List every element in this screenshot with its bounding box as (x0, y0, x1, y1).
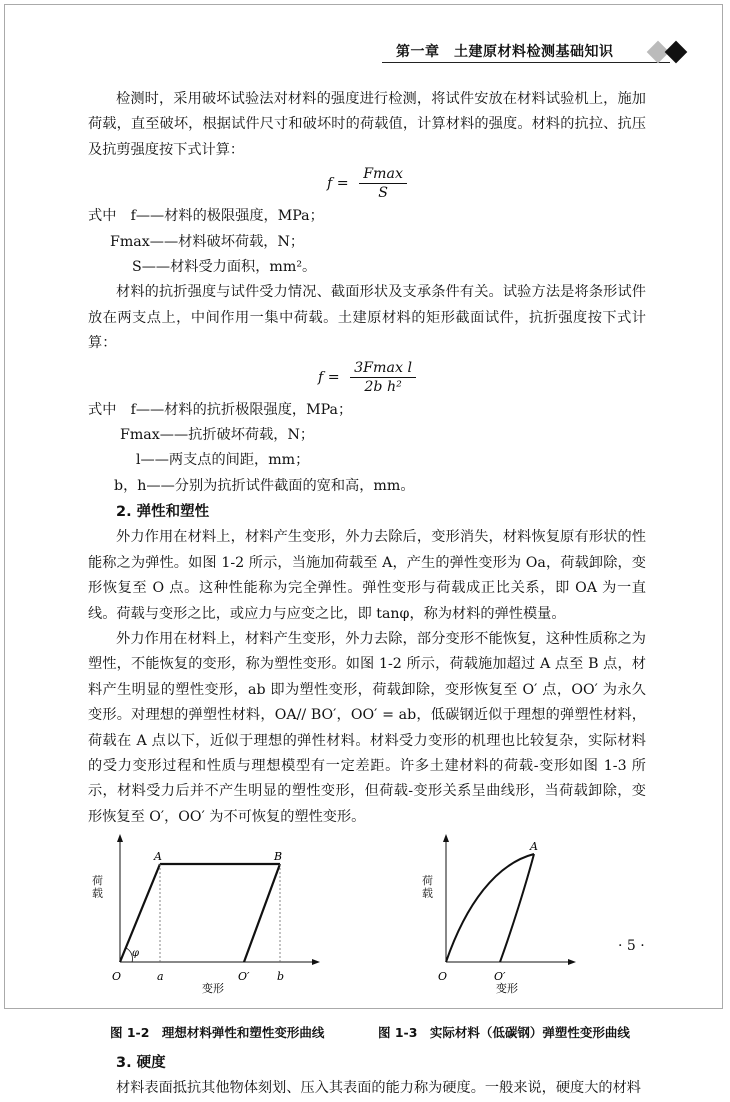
paragraph-elasticity: 外力作用在材料上，材料产生变形，外力去除后，变形消失，材料恢复原有形状的性能称之为弹性。如图 1-2 所示，当施加荷载至 A，产生的弹性变形为 Oa，荷载卸除，变形恢复至 O 点。这种性能称为完全弹性。弹性变形与荷载成正比关系，即 OA 为一直线。荷载与变形之比，或应力与应变之比，即 tanφ，称为材料的弹性模量。 (88, 529, 646, 622)
formula-denominator: S (378, 185, 388, 202)
x-axis-label: 变形 (496, 982, 518, 996)
formula-lhs: f = (327, 175, 349, 192)
x-axis-label: 变形 (202, 982, 224, 996)
figure-1-2-plot (110, 834, 320, 974)
label-O: O (112, 970, 122, 984)
unloading-curve (500, 854, 534, 962)
loading-curve (446, 854, 534, 962)
paragraph-flexural-strength: 材料的抗折强度与试件受力情况、截面形状及支承条件有关。试验方法是将条形试件放在两支点上，中间作用一集中荷载。土建原材料的矩形截面试件，抗折强度按下式计算： (88, 284, 646, 352)
figure-1-2 (92, 834, 320, 996)
label-O-prime: O′ (494, 970, 506, 984)
figures-row (88, 834, 646, 1020)
figure-1-3-axis-labels (436, 970, 576, 1010)
paragraph-strength-test: 检测时，采用破坏试验法对材料的强度进行检测，将试件安放在材料试验机上，施加荷载，直至破坏，根据试件尺寸和破坏时的荷载值，计算材料的强度。材料的抗拉、抗压及抗剪强度按下式计算： (88, 91, 646, 158)
figure-1-3 (422, 834, 576, 996)
page-number: · 5 · (618, 938, 645, 954)
formula-strength (88, 165, 646, 202)
header-rule (382, 62, 670, 63)
definition-line: 式中 f——材料的抗折极限强度，MPa； (88, 401, 353, 418)
diamond-icon (665, 41, 688, 64)
formula-numerator: Fmax (359, 165, 407, 184)
figure-1-2-caption: 图 1-2 理想材料弹性和塑性变形曲线 (110, 1025, 325, 1041)
running-header (382, 40, 698, 64)
definition-line: Fmax——材料破坏荷载，N； (110, 233, 305, 250)
figure-1-3-plot (436, 834, 576, 974)
label-A: A (154, 850, 162, 864)
y-axis-label: 荷载 (422, 874, 433, 901)
chapter-title: 第一章 土建原材料检测基础知识 (396, 44, 614, 60)
label-b: b (277, 970, 285, 984)
definition-line: l——两支点的间距，mm； (136, 452, 310, 469)
formula-denominator: 2b h² (364, 378, 402, 395)
definition-line: 式中 f——材料的极限强度，MPa； (88, 208, 324, 225)
formula-numerator: 3Fmax l (350, 359, 416, 378)
label-O: O (438, 970, 448, 984)
figure-1-3-caption: 图 1-3 实际材料（低碳钢）弹塑性变形曲线 (378, 1025, 630, 1041)
page-body (88, 87, 646, 1102)
paragraph-plasticity: 外力作用在材料上，材料产生变形，外力去除，部分变形不能恢复，这种性质称之为塑性，不能恢复的变形，称为塑性变形。如图 1-2 所示，荷载施加超过 A 点至 B 点，材料产生明显的塑性变形，ab 即为塑性变形，荷载卸除，变形恢复至 O′ 点，OO′ 为永久变形。对理想的弹塑性材料，OA// BO′，OO′ = ab，低碳钢近似于理想的弹塑性材料，荷载在 A 点以下，近似于理想的弹性材料。材料受力变形的机理也比较复杂，实际材料的受力变形过程和性质与理想模型有一定差距。许多土建材料的荷载-变形如图 1-3 所示，材料受力后并不产生明显的塑性变形，但荷载-变形关系呈曲线形，当荷载卸除，变形恢复至 O′，OO′ 为不可恢复的塑性变形。 (88, 630, 646, 825)
label-B: B (274, 850, 283, 864)
definitions-strength (88, 204, 646, 280)
section-heading-hardness: 3. 硬度 (116, 1055, 166, 1072)
label-A: A (530, 840, 538, 854)
formula-flexural (88, 359, 646, 396)
figure-1-2-axis-labels (110, 970, 320, 1010)
elastic-line (120, 864, 160, 962)
label-phi: φ (132, 948, 140, 960)
captions-row (88, 1020, 646, 1044)
y-axis-label: 荷载 (92, 874, 103, 901)
definition-line: b，h——分别为抗折试件截面的宽和高，mm。 (114, 477, 415, 494)
label-O-prime: O′ (238, 970, 250, 984)
label-a: a (157, 970, 164, 984)
unload-line (244, 864, 280, 962)
formula-lhs: f = (317, 369, 340, 386)
definitions-flexural (88, 398, 646, 500)
section-heading-elasticity: 2. 弹性和塑性 (116, 504, 210, 521)
definition-line: S——材料受力面积，mm²。 (132, 259, 317, 276)
definition-line: Fmax——抗折破坏荷载，N； (120, 427, 315, 444)
paragraph-hardness: 材料表面抵抗其他物体刻划、压入其表面的能力称为硬度。一般来说，硬度大的材料 (116, 1080, 641, 1097)
